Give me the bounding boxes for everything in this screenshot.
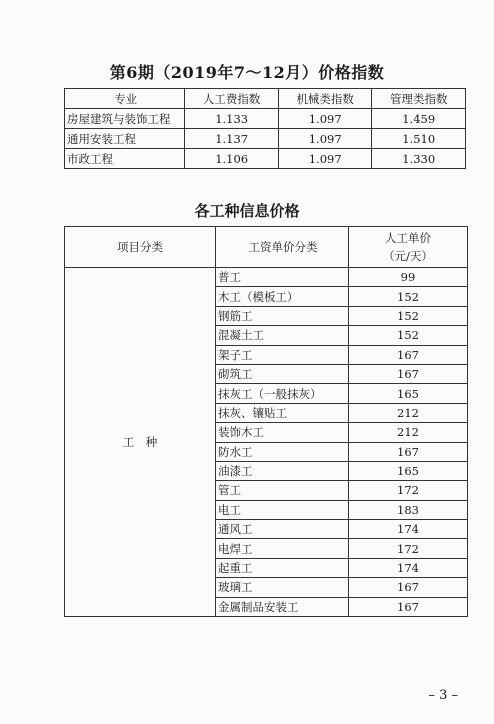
index-title: 第6期（2019年7～12月）价格指数 <box>109 63 385 82</box>
index-value-cell: 1.137 <box>185 129 279 149</box>
wage-type-cell: 电工 <box>216 500 349 519</box>
unit-price-cell: 152 <box>349 306 468 325</box>
specialty-cell: 通用安装工程 <box>65 129 185 149</box>
wage-type-cell: 混凝土工 <box>216 326 349 345</box>
unit-price-cell: 152 <box>349 326 468 345</box>
unit-price-cell: 165 <box>349 384 468 403</box>
header-specialty: 专业 <box>65 89 185 109</box>
unit-price-cell: 212 <box>349 423 468 442</box>
wage-type-cell: 装饰木工 <box>216 423 349 442</box>
index-value-cell: 1.106 <box>185 149 279 169</box>
header-category: 项目分类 <box>65 227 216 268</box>
specialty-cell: 房屋建筑与装饰工程 <box>65 109 185 129</box>
wage-type-cell: 钢筋工 <box>216 306 349 325</box>
index-value-cell: 1.330 <box>372 149 466 169</box>
specialty-cell: 市政工程 <box>65 149 185 169</box>
wage-type-cell: 普工 <box>216 268 349 287</box>
wage-type-cell: 油漆工 <box>216 461 349 480</box>
header-price-line1: 人工单价 <box>385 231 431 245</box>
page-number: – 3 – <box>428 688 458 703</box>
wage-type-cell: 架子工 <box>216 345 349 364</box>
header-management-index: 管理类指数 <box>372 89 466 109</box>
unit-price-cell: 174 <box>349 558 468 577</box>
wage-type-cell: 起重工 <box>216 558 349 577</box>
unit-price-cell: 167 <box>349 345 468 364</box>
wage-table-body <box>65 227 468 617</box>
price-index-table <box>64 88 466 169</box>
header-wage-type: 工资单价分类 <box>216 227 349 268</box>
unit-price-cell: 172 <box>349 539 468 558</box>
wage-table <box>64 226 468 617</box>
price-index-body <box>65 109 466 169</box>
wage-type-cell: 玻璃工 <box>216 578 349 597</box>
header-price-line2: （元/天） <box>383 249 433 263</box>
header-machinery-index: 机械类指数 <box>278 89 372 109</box>
header-labor-index: 人工费指数 <box>185 89 279 109</box>
wage-type-cell: 木工（模板工） <box>216 287 349 306</box>
unit-price-cell: 152 <box>349 287 468 306</box>
index-value-cell: 1.097 <box>278 149 372 169</box>
wage-type-cell: 金属制品安装工 <box>216 597 349 616</box>
unit-price-cell: 167 <box>349 578 468 597</box>
unit-price-cell: 183 <box>349 500 468 519</box>
table-row <box>65 109 466 129</box>
wage-type-cell: 抹灰工（一般抹灰） <box>216 384 349 403</box>
unit-price-cell: 165 <box>349 461 468 480</box>
table-row <box>65 129 466 149</box>
category-cell: 工 种 <box>65 268 216 617</box>
table-header-row <box>65 227 468 268</box>
header-unit-price <box>349 227 468 268</box>
unit-price-cell: 212 <box>349 403 468 422</box>
wage-type-cell: 电焊工 <box>216 539 349 558</box>
unit-price-cell: 167 <box>349 597 468 616</box>
table-header-row <box>65 89 466 109</box>
unit-price-cell: 172 <box>349 481 468 500</box>
table-row <box>65 268 468 287</box>
index-value-cell: 1.133 <box>185 109 279 129</box>
unit-price-cell: 174 <box>349 520 468 539</box>
wage-type-cell: 抹灰、镶贴工 <box>216 403 349 422</box>
wage-type-cell: 砌筑工 <box>216 364 349 383</box>
wage-title: 各工种信息价格 <box>194 202 300 220</box>
table-row <box>65 149 466 169</box>
unit-price-cell: 167 <box>349 364 468 383</box>
wage-type-cell: 通风工 <box>216 520 349 539</box>
wage-type-cell: 管工 <box>216 481 349 500</box>
index-value-cell: 1.097 <box>278 109 372 129</box>
index-value-cell: 1.459 <box>372 109 466 129</box>
index-value-cell: 1.510 <box>372 129 466 149</box>
unit-price-cell: 167 <box>349 442 468 461</box>
unit-price-cell: 99 <box>349 268 468 287</box>
wage-type-cell: 防水工 <box>216 442 349 461</box>
index-value-cell: 1.097 <box>278 129 372 149</box>
